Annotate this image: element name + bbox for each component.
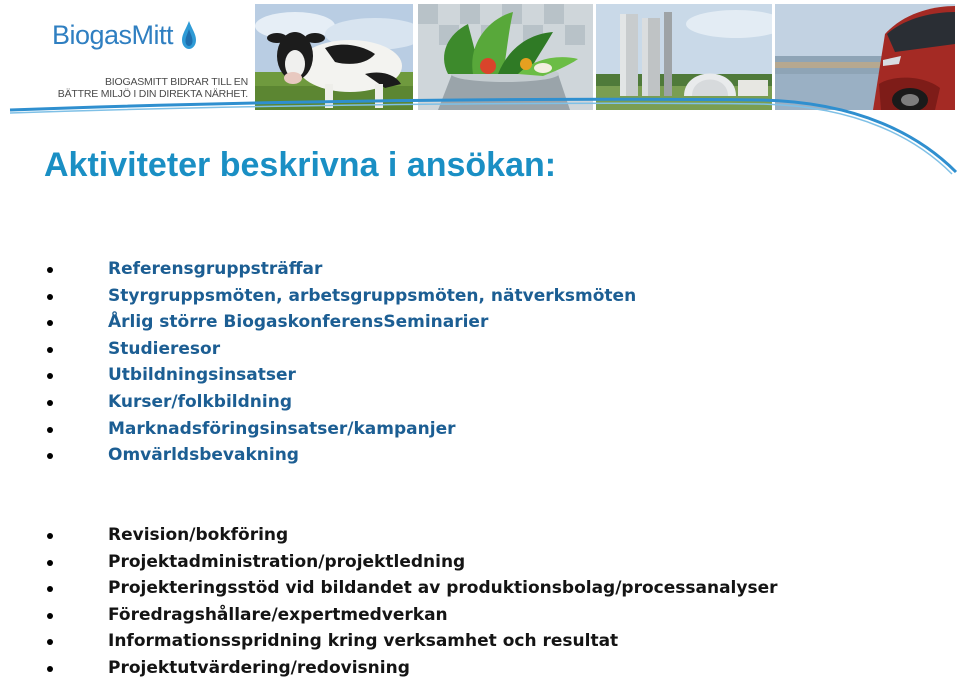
- biogas-plant-photo: [596, 4, 772, 110]
- bullet-icon: [47, 639, 53, 645]
- bullet-icon: [47, 533, 53, 539]
- list-item-text: Omvärldsbevakning: [108, 445, 299, 466]
- list-item-text: Projekteringsstöd vid bildandet av produktionsbolag/processanalyser: [108, 578, 778, 599]
- list-item-text: Projektutvärdering/redovisning: [108, 657, 410, 678]
- list-item-text: Styrgruppsmöten, arbetsgruppsmöten, nätverksmöten: [108, 285, 637, 306]
- bullet-icon: [47, 320, 53, 326]
- bullet-icon: [47, 613, 53, 619]
- bullet-icon: [47, 294, 53, 300]
- bullet-icon: [47, 267, 53, 273]
- list-item-text: Kurser/folkbildning: [108, 391, 293, 412]
- list-item-text: Årlig större BiogaskonferensSeminarier: [108, 312, 489, 333]
- list-item-text: Utbildningsinsatser: [108, 365, 296, 386]
- bullet-icon: [47, 560, 53, 566]
- list-item-text: Revision/bokföring: [108, 525, 289, 545]
- bullet-icon: [47, 400, 53, 406]
- cow-photo: [255, 4, 413, 110]
- bullet-icon: [47, 427, 53, 433]
- car-photo: [775, 4, 955, 110]
- list-item-text: Föredragshållare/expertmedverkan: [108, 604, 448, 625]
- flame-drop-icon: [180, 20, 198, 50]
- tagline-line-2: BÄTTRE MILJÖ I DIN DIREKTA NÄRHET.: [57, 88, 248, 100]
- bullet-icon: [47, 586, 53, 592]
- bullet-icon: [47, 666, 53, 672]
- list-item-text: Studieresor: [108, 338, 221, 359]
- logo-text: BiogasMitt: [52, 20, 174, 50]
- list-item-text: Referensgruppsträffar: [108, 259, 323, 279]
- bullet-icon: [47, 347, 53, 353]
- list-item-text: Informationsspridning kring verksamhet och resultat: [108, 631, 619, 652]
- list-item-text: Marknadsföringsinsatser/kampanjer: [108, 418, 456, 439]
- vegetables-photo: [418, 4, 593, 110]
- bullet-icon: [47, 453, 53, 459]
- bullet-icon: [47, 373, 53, 379]
- biogasmitt-logo: [52, 20, 212, 60]
- header-banner: [0, 0, 960, 118]
- page-title: Aktiviteter beskrivna i ansökan:: [44, 146, 557, 184]
- list-item-text: Projektadministration/projektledning: [108, 551, 466, 572]
- tagline-line-1: BIOGASMITT BIDRAR TILL EN: [104, 76, 248, 88]
